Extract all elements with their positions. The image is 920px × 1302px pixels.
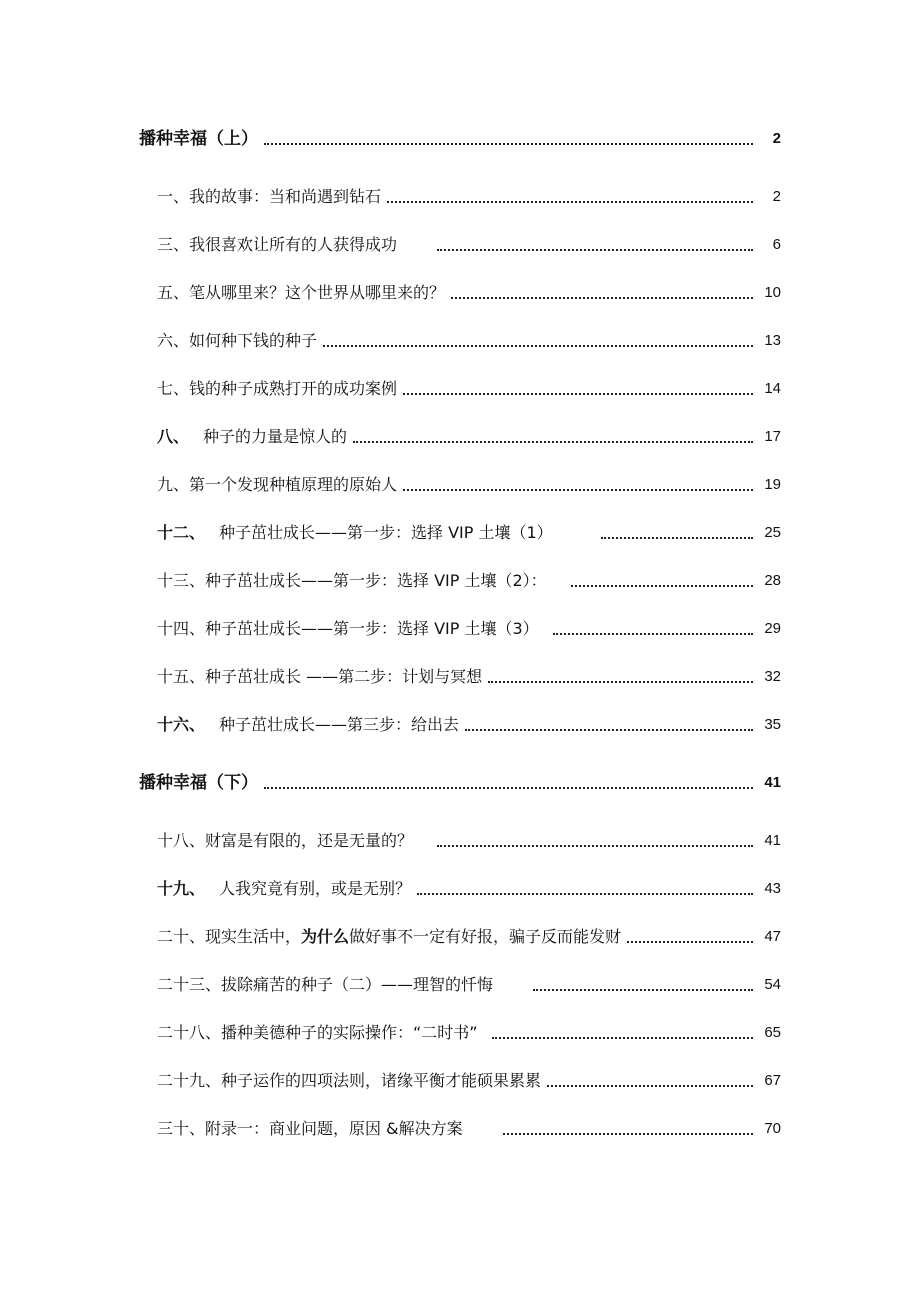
toc-page-number: 19 bbox=[764, 476, 781, 493]
toc-title: 六、如何种下钱的种子 bbox=[157, 331, 318, 350]
toc-title: 人我究竟有别，或是无别？ bbox=[219, 879, 412, 898]
toc-title: 三、我很喜欢让所有的人获得成功 bbox=[157, 235, 398, 254]
toc-leader bbox=[353, 441, 753, 443]
toc-page-number: 2 bbox=[772, 188, 781, 205]
toc-page-number: 41 bbox=[764, 774, 781, 791]
toc-leader bbox=[547, 1085, 753, 1087]
toc-entry[interactable] bbox=[0, 372, 920, 400]
toc-entry[interactable] bbox=[0, 276, 920, 304]
toc-page-number: 17 bbox=[764, 428, 781, 445]
toc-entry[interactable] bbox=[0, 516, 920, 544]
toc-leader bbox=[492, 1037, 753, 1039]
toc-page-number: 54 bbox=[764, 976, 781, 993]
toc-leader bbox=[503, 1133, 753, 1135]
toc-leader bbox=[437, 845, 753, 847]
toc-title: 十八、财富是有限的，还是无量的？ bbox=[157, 831, 414, 850]
toc-title: 播种幸福（下） bbox=[139, 773, 258, 793]
toc-leader bbox=[465, 729, 753, 731]
toc-title: 种子茁壮成长——第三步：给出去 bbox=[219, 715, 460, 734]
toc-entry[interactable] bbox=[0, 180, 920, 208]
toc-leader bbox=[488, 681, 753, 683]
toc-title: 播种幸福（上） bbox=[139, 129, 258, 149]
toc-page-number: 43 bbox=[764, 880, 781, 897]
toc-page-number: 29 bbox=[764, 620, 781, 637]
toc-page-number: 28 bbox=[764, 572, 781, 589]
toc-entry[interactable] bbox=[0, 1016, 920, 1044]
toc-leader bbox=[323, 345, 753, 347]
toc-entry[interactable] bbox=[0, 420, 920, 448]
toc-entry[interactable] bbox=[0, 824, 920, 852]
toc-leader bbox=[627, 941, 753, 943]
toc-entry[interactable] bbox=[0, 1064, 920, 1092]
toc-number: 十九、 bbox=[157, 879, 206, 898]
toc-leader bbox=[387, 201, 753, 203]
toc-page-number: 2 bbox=[772, 130, 781, 147]
toc-leader bbox=[533, 989, 753, 991]
toc-title: 十四、种子茁壮成长——第一步：选择 VIP 土壤（3） bbox=[157, 619, 539, 638]
toc-entry[interactable] bbox=[0, 564, 920, 592]
toc-entry[interactable] bbox=[0, 872, 920, 900]
toc-page-number: 70 bbox=[764, 1120, 781, 1137]
toc-page-number: 67 bbox=[764, 1072, 781, 1089]
toc-leader bbox=[417, 893, 753, 895]
toc-title: 种子茁壮成长——第一步：选择 VIP 土壤（1） bbox=[219, 523, 553, 542]
toc-page-number: 13 bbox=[764, 332, 781, 349]
toc-title: 二十八、播种美德种子的实际操作：“二时书” bbox=[157, 1023, 478, 1042]
toc-page-number: 6 bbox=[772, 236, 781, 253]
toc-title: 种子的力量是惊人的 bbox=[203, 427, 348, 446]
toc-number: 十六、 bbox=[157, 715, 206, 734]
toc-title-emphasis: 为什么 bbox=[301, 927, 350, 946]
toc-entry[interactable] bbox=[0, 766, 920, 794]
toc-leader bbox=[264, 787, 753, 789]
toc-title: 九、第一个发现种植原理的原始人 bbox=[157, 475, 398, 494]
toc-title: 七、钱的种子成熟打开的成功案例 bbox=[157, 379, 398, 398]
toc-leader bbox=[553, 633, 753, 635]
toc-title: 十三、种子茁壮成长——第一步：选择 VIP 土壤（2）： bbox=[157, 571, 547, 590]
toc-entry[interactable] bbox=[0, 324, 920, 352]
toc-page-number: 65 bbox=[764, 1024, 781, 1041]
toc-page-number: 35 bbox=[764, 716, 781, 733]
toc-entry[interactable] bbox=[0, 612, 920, 640]
toc-title: 二十九、种子运作的四项法则，诸缘平衡才能硕果累累 bbox=[157, 1071, 542, 1090]
toc-number: 十二、 bbox=[157, 523, 206, 542]
toc-leader bbox=[451, 297, 753, 299]
toc-leader bbox=[601, 537, 753, 539]
toc-page-number: 47 bbox=[764, 928, 781, 945]
toc-entry[interactable] bbox=[0, 228, 920, 256]
toc-entry[interactable] bbox=[0, 920, 920, 948]
toc-leader bbox=[437, 249, 753, 251]
toc-title: 一、我的故事：当和尚遇到钻石 bbox=[157, 187, 382, 206]
toc-number: 八、 bbox=[157, 427, 190, 446]
toc-title-tail: 做好事不一定有好报，骗子反而能发财 bbox=[349, 927, 622, 946]
toc-title: 五、笔从哪里来？这个世界从哪里来的？ bbox=[157, 283, 446, 302]
toc-leader bbox=[403, 393, 753, 395]
toc-leader bbox=[403, 489, 753, 491]
toc-leader bbox=[264, 143, 753, 145]
toc-entry[interactable] bbox=[0, 708, 920, 736]
toc-page-number: 32 bbox=[764, 668, 781, 685]
toc-entry[interactable] bbox=[0, 660, 920, 688]
toc-entry[interactable] bbox=[0, 968, 920, 996]
toc-title: 三十、附录一：商业问题，原因 &解决方案 bbox=[157, 1119, 463, 1138]
toc-title: 二十三、拔除痛苦的种子（二）——理智的忏悔 bbox=[157, 975, 494, 994]
toc-page-number: 14 bbox=[764, 380, 781, 397]
toc-entry[interactable] bbox=[0, 468, 920, 496]
toc-entry[interactable] bbox=[0, 1112, 920, 1140]
toc-title-lead: 二十、现实生活中， bbox=[157, 927, 302, 946]
toc-entry[interactable] bbox=[0, 122, 920, 150]
toc-page-number: 25 bbox=[764, 524, 781, 541]
toc-title: 十五、种子茁壮成长 ——第二步：计划与冥想 bbox=[157, 667, 483, 686]
toc-page-number: 10 bbox=[764, 284, 781, 301]
toc-page-number: 41 bbox=[764, 832, 781, 849]
toc-leader bbox=[571, 585, 753, 587]
